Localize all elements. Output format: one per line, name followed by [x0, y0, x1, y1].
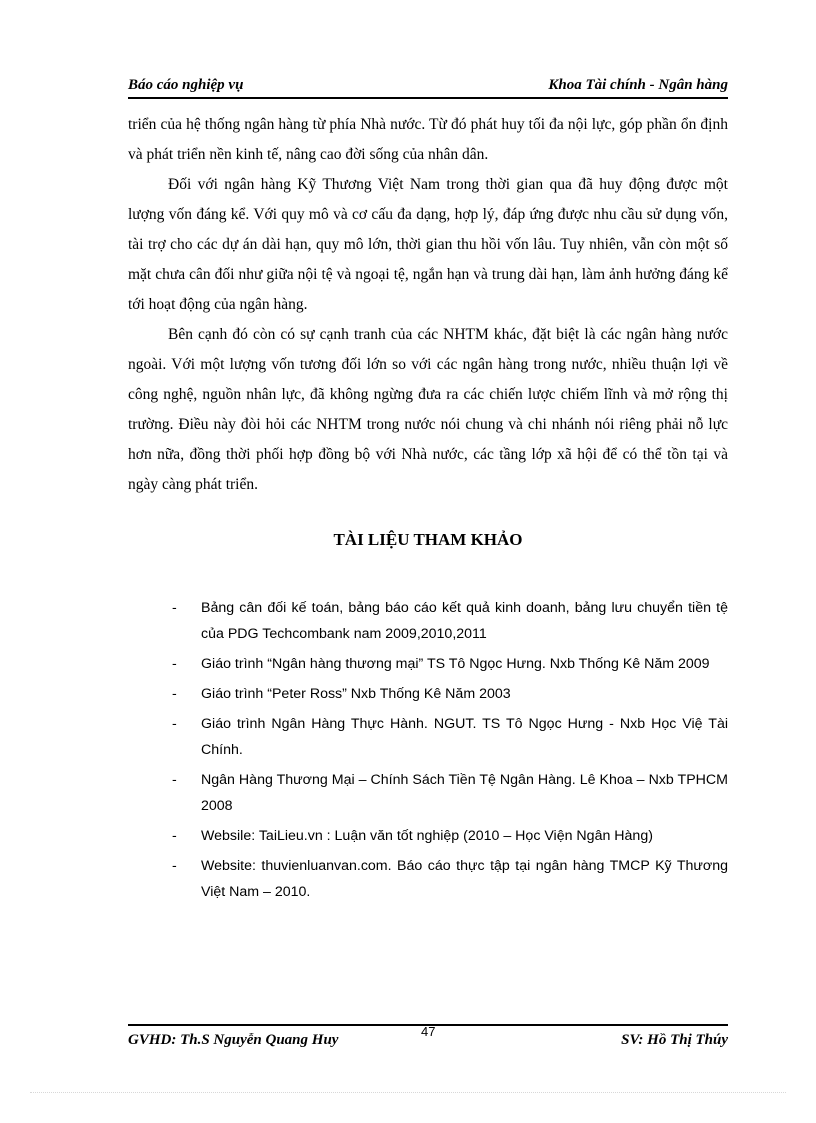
reference-text: Giáo trình Ngân Hàng Thực Hành. NGUT. TS Tô Ngọc Hưng - Nxb Học Việ Tài Chính. [201, 716, 728, 758]
reference-text: Giáo trình “Ngân hàng thương mại” TS Tô Ngọc Hưng. Nxb Thống Kê Năm 2009 [201, 656, 710, 672]
reference-item [172, 681, 728, 707]
footer-student: SV: Hồ Thị Thúy [621, 1032, 728, 1048]
paragraph: Đối với ngân hàng Kỹ Thương Việt Nam trong thời gian qua đã huy động được một lượng vốn đáng kể. Với quy mô và cơ cấu đa dạng, hợp lý, đáp ứng được nhu cầu sử dụng vốn, tài trợ cho các dự án dài hạn, quy mô lớn, thời gian thu hồi vốn lâu. Tuy nhiên, vẫn còn một số mặt chưa cân đối như giữa nội tệ và ngoại tệ, ngắn hạn và trung dài hạn, làm ảnh hưởng đáng kể tới hoạt động của ngân hàng. [128, 176, 728, 313]
page-number: 47 [421, 1024, 436, 1039]
list-bullet: - [172, 828, 177, 844]
reference-text: Giáo trình “Peter Ross” Nxb Thống Kê Năm 2003 [201, 686, 511, 702]
references-list [172, 595, 728, 909]
list-bullet: - [172, 772, 177, 788]
reference-text: Website: thuvienluanvan.com. Báo cáo thực tập tại ngân hàng TMCP Kỹ Thương Việt Nam – 2010. [201, 858, 728, 900]
header-department: Khoa Tài chính - Ngân hàng [548, 77, 728, 93]
reference-item [172, 711, 728, 763]
page-footer [128, 1024, 728, 1054]
reference-text: Ngân Hàng Thương Mại – Chính Sách Tiền Tệ Ngân Hàng. Lê Khoa – Nxb TPHCM 2008 [201, 772, 728, 814]
page-header [128, 73, 728, 99]
paragraph: Bên cạnh đó còn có sự cạnh tranh của các NHTM khác, đặt biệt là các ngân hàng nước ngoài. Với một lượng vốn tương đối lớn so với các ngân hàng trong nước, nhiều thuận lợi về công nghệ, nguồn nhân lực, đã không ngừng đưa ra các chiến lược chiếm lĩnh và mở rộng thị trường. Điều này đòi hỏi các NHTM trong nước nói chung và chi nhánh nói riêng phải nỗ lực hơn nữa, đồng thời phối hợp đồng bộ với Nhà nước, các tầng lớp xã hội để có thể tồn tại và ngày càng phát triển. [128, 326, 728, 493]
header-report-title: Báo cáo nghiệp vụ [128, 77, 244, 93]
reference-item [172, 823, 728, 849]
references-title: TÀI LIỆU THAM KHẢO [333, 530, 523, 549]
list-bullet: - [172, 656, 177, 672]
reference-text: Bảng cân đối kế toán, bảng báo cáo kết quả kinh doanh, bảng lưu chuyển tiền tệ của PDG Techcombank nam 2009,2010,2011 [201, 600, 728, 642]
list-bullet: - [172, 716, 177, 732]
reference-text: Websile: TaiLieu.vn : Luận văn tốt nghiệp (2010 – Học Viện Ngân Hàng) [201, 828, 653, 844]
reference-item [172, 651, 728, 677]
reference-item [172, 853, 728, 905]
page-edge-divider [30, 1092, 786, 1093]
body-text [128, 110, 728, 500]
list-bullet: - [172, 600, 177, 616]
reference-item [172, 595, 728, 647]
list-bullet: - [172, 686, 177, 702]
list-bullet: - [172, 858, 177, 874]
reference-item [172, 767, 728, 819]
paragraph: triển của hệ thống ngân hàng từ phía Nhà nước. Từ đó phát huy tối đa nội lực, góp phần ổn định và phát triển nền kinh tế, nâng cao đời sống của nhân dân. [128, 116, 728, 163]
footer-supervisor: GVHD: Th.S Nguyễn Quang Huy [128, 1032, 339, 1048]
